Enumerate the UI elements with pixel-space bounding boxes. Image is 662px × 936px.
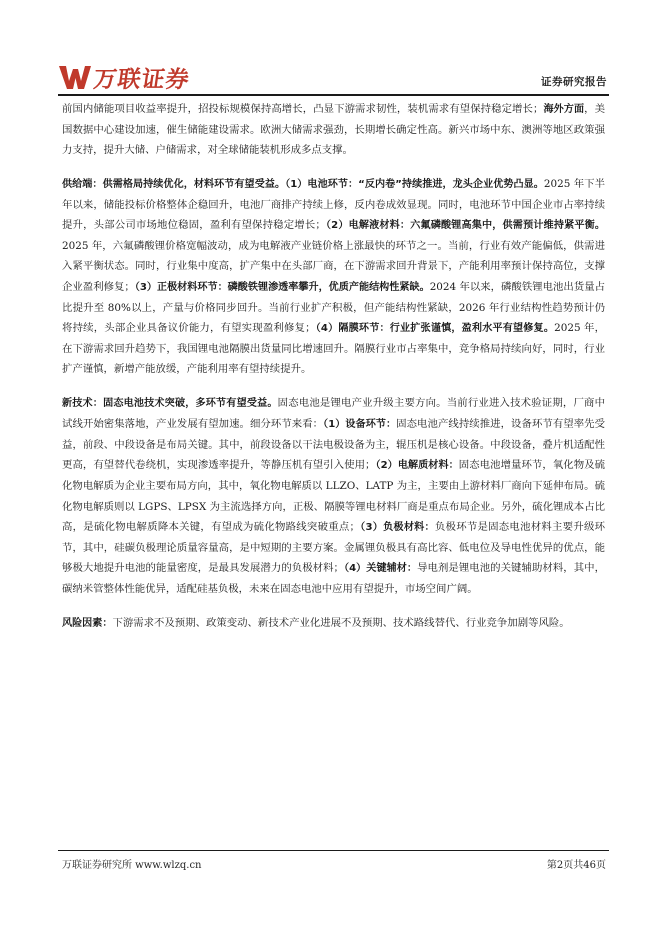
text-run: 2024 年以来，磷酸铁锂电池出货量占比提升至 80%以上，产量与价格同步回升。当前行业扩产积极，但产能结构性紧缺，2026 年行业结构性趋势预计仍将持续，头部企业具备议价能力，有望实现盈利修复； bbox=[62, 280, 605, 335]
bold-heading-run: 海外方面 bbox=[543, 104, 585, 115]
bold-heading-run: （1）设备环节： bbox=[323, 418, 397, 430]
text-run: 2025 年下半年以来，储能投标价格整体企稳回升，电池厂商排产持续上修，反内卷成效显现。同时，电池环节中国企业市占率持续提升，头部公司市场地位稳固，盈利有望保持稳定增长； bbox=[62, 177, 605, 232]
page-header bbox=[58, 62, 609, 94]
bold-heading-run: 供给端：供需格局持续优化，材料环节有望受益。（1）电池环节：“反内卷”持续推进，龙头企业优势凸显。 bbox=[62, 178, 544, 190]
text-run: 2025 年，在下游需求回升趋势下，我国锂电池隔膜出货量同比增速回升。隔膜行业市占率集中，竞争格局持续向好，同时，行业扩产谨慎，新增产能放缓，产能利用率有望持续提升。 bbox=[62, 322, 605, 376]
text-run: 固态电池产线持续推进，设备环节有望率先受益，前段、中段设备是布局关键。其中，前段设备以干法电极设备为主，辊压机是核心设备。中段设备，叠片机适配性更高，有望替代卷绕机，实现渗透率提升，等静压机有望引入使用； bbox=[62, 417, 605, 472]
bold-heading-run: 风险因素： bbox=[62, 617, 113, 629]
text-run: 固态电池增量环节，氧化物及硫化物电解质为企业主要布局方向，其中，氧化物电解质以 LLZO、LATP 为主，主要由上游材料厂商向下延伸布局。硫化物电解质则以 LGPS、LPSX 为主流选择方向，正极、隔膜等锂电材料厂商是重点布局企业。另外，硫化锂成本占比高，是硫化物电解质降本关键，有望成为硫化物路线突破重点； bbox=[62, 459, 606, 533]
bold-heading-run: 新技术：固态电池技术突破，多环节有望受益。 bbox=[62, 397, 278, 409]
logo-w-icon bbox=[58, 63, 92, 91]
footer-source: 万联证券研究所 www.wlzq.cn bbox=[62, 860, 202, 871]
company-logo bbox=[58, 62, 190, 92]
bold-heading-run: （4）关键辅材： bbox=[343, 563, 418, 575]
bold-heading-run: （4）隔膜环节：行业扩张谨慎，盈利水平有望修复。 bbox=[315, 323, 555, 335]
brand-name: 万联证券 bbox=[91, 66, 192, 93]
footer-divider bbox=[58, 850, 609, 851]
bold-heading-run: （3）负极材料： bbox=[359, 521, 435, 533]
bold-heading-run: （3）正极材料环节：磷酸铁锂渗透率攀升，优质产能结构性紧缺。 bbox=[134, 281, 430, 293]
text-run: 固态电池是锂电产业升级主要方向。当前行业进入技术验证期，厂商中试线开始密集落地，产业发展有望加速。细分环节来看： bbox=[62, 396, 606, 430]
paragraph bbox=[62, 393, 605, 600]
header-divider bbox=[58, 94, 609, 96]
text-run: 导电剂是锂电池的关键辅助材料，其中，碳纳米管整体性能优异，适配硅基负极，未来在固态电池中应用有望提升，市场空间广阔。 bbox=[62, 562, 606, 596]
paragraph bbox=[62, 99, 605, 161]
text-run: 2025 年，六氟磷酸锂价格宽幅波动，成为电解液产业链价格上涨最快的环节之一。当前，行业有效产能偏低，供需进入紧平衡状态。同时，行业集中度高，扩产集中在头部厂商，在下游需求回升背景下，产能利用率预计保持高位，支撑企业盈利修复； bbox=[62, 240, 605, 293]
text-run: ，美国数据中心建设加速，催生储能建设需求。欧洲大储需求强劲，长期增长确定性高。新兴市场中东、澳洲等地区政策强力支持，提升大储、户储需求，对全球储能装机形成多点支撑。 bbox=[62, 103, 606, 157]
paragraph bbox=[62, 174, 605, 380]
page-number: 第2页共46页 bbox=[546, 860, 606, 871]
bold-heading-run: （2）电解液材料：六氟磷酸锂高集中，供需预计维持紧平衡。 bbox=[325, 220, 605, 232]
text-run: 下游需求不及预期、政策变动、新技术产业化进展不及预期、技术路线替代、行业竞争加剧等风险。 bbox=[112, 616, 570, 629]
paragraph bbox=[62, 613, 605, 634]
report-type-label: 证券研究报告 bbox=[541, 76, 607, 88]
text-run: 负极环节是固态电池材料主要升级环节，其中，硅碳负极理论质量容量高，是中短期的主要方案。金属锂负极具有高比容、低电位及导电性优异的优点，能够极大地提升电池的能量密度，是最具发展潜力的负极材料； bbox=[62, 520, 606, 575]
report-body bbox=[62, 99, 605, 647]
text-run: 前国内储能项目收益率提升，招投标规模保持高增长，凸显下游需求韧性，装机需求有望保持稳定增长； bbox=[62, 103, 544, 115]
bold-heading-run: （2）电解质材料： bbox=[375, 460, 459, 472]
